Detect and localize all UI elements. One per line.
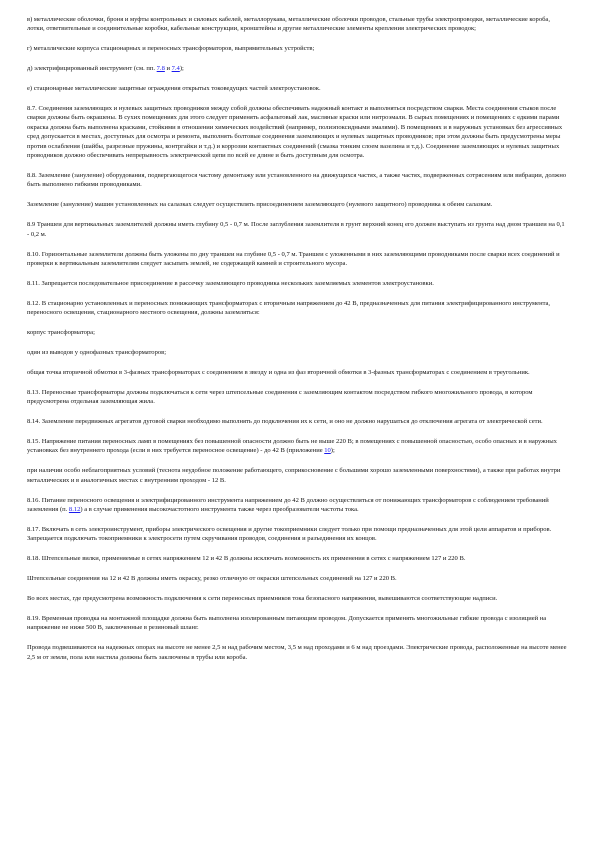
paragraph-v: в) металлические оболочки, броня и муфты контрольных и силовых кабелей, металлорукава, металлические оболочки проводов, стальные трубы электропроводки, металлические короба, лотки, ответвительные и соединительные коробки, кабельные конструкции, кронштейны и другие металлические элементы крепления электрических проводок;	[27, 16, 550, 33]
paragraph-d-text-mid: и	[164, 65, 172, 73]
paragraph-8-17: 8.17. Включать в сеть электроинструмент, приборы электрического освещения и другие токоприемники следует только при помощи предназначенных для этой цели аппаратов и приборов. Запрещается подключать токоприемники к электросети путем скручивания проводов, соединения и разъединения их концов.	[27, 525, 552, 543]
paragraph-8-13: 8.13. Переносные трансформаторы должны подключаться к сети через штепсельные соединения с заземляющим контактом посредством гибкого многожильного провода, в котором предусмотрена отдельная заземляющая жила.	[27, 388, 533, 406]
paragraph-8-15-note: при наличии особо неблагоприятных условий (теснота неудобное положение работающего, соприкосновение с большими хорошо заземленными поверхностями), а также при работах внутри металлических и в аналогичных местах с внутренним проходом - 12 В.	[27, 467, 561, 484]
paragraph-8-15-text-start: 8.15. Напряжение питания переносных ламп в помещениях без повышенной опасности должно быть не выше 220 В; в помещениях с повышенной опасностью, особо опасных и в наружных установках без внутреннего прохода (если в них требуется переносное освещение) - до 42 В (приложение	[27, 437, 557, 455]
paragraph-8-19: 8.19. Временная проводка на монтажной площадке должна быть выполнена изолированным питающим проводом. Допускается применять многожильные гибкие провода с изоляцией на напряжение не ниже 500 В, заключенные в резиновый шланг.	[27, 614, 547, 632]
paragraph-g: г) металлические корпуса стационарных и переносных трансформаторов, выпрямительных устройств;	[27, 45, 315, 53]
paragraph-8-8-note: Заземление (зануление) машин установленных на салазках следует осуществлять присоединением заземляющего (нулевого защитного) проводника к обеим салазкам.	[27, 201, 493, 209]
paragraph-8-16-text-start: 8.16. Питание переносного освещения и электрифицированного инструмента напряжением до 42 В должно осуществляться от понижающих трансформаторов с соблюдением требований заземления (п.	[27, 496, 549, 513]
paragraph-8-15-text-end: );	[330, 447, 335, 455]
paragraph-8-16	[27, 496, 568, 515]
paragraph-8-12-item-3: общая точка вторичной обмотки в 3-фазных трансформаторах с соединением в звезду и одна из фаз вторичной обмотки в 3-фазных трансформаторах с соединением в треугольник.	[27, 368, 530, 376]
paragraph-8-11: 8.11. Запрещается последовательное присоединение в рассечку заземляющего проводника нескольких заземляемых элементов электроустановки.	[27, 279, 434, 287]
reference-link-appendix-10[interactable]: 10	[324, 447, 331, 455]
paragraph-8-12: 8.12. В стационарно установленных и переносных понижающих трансформаторах с вторичным напряжением до 42 В, предназначенных для питания электрифицированного инструмента, переносного освещения, стационарного местного освещения, должны заземляться:	[27, 299, 551, 317]
paragraph-d-text-start: д) электрифицированный инструмент (см. пп.	[27, 65, 157, 73]
paragraph-8-18-note-2: Во всех местах, где предусмотрена возможность подключения к сети переносных приемников тока безопасного напряжения, вывешиваются соответствующие надписи.	[27, 595, 498, 603]
paragraph-8-12-item-1: корпус трансформатора;	[27, 329, 95, 337]
paragraph-d	[27, 64, 568, 73]
reference-link-7-4[interactable]: 7.4	[171, 65, 180, 73]
paragraph-8-8: 8.8. Заземление (зануление) оборудования, подвергающегося частому демонтажу или установленного на движущихся частях, а также частях, подверженных сотрясениям или вибрации, должно быть выполнено гибкими проводниками.	[27, 171, 567, 189]
paragraph-8-15	[27, 437, 568, 456]
paragraph-8-9: 8.9 Траншеи для вертикальных заземлителей должны иметь глубину 0,5 - 0,7 м. После заглубления заземлителя в грунт верхний конец его должен выступать из грунта над дном траншеи на 0,1 - 0,2 м.	[27, 221, 565, 238]
paragraph-8-10: 8.10. Горизонтальные заземлители должны быть уложены по дну траншеи на глубине 0,5 - 0,7 м. Траншеи с уложенными в них заземляющими проводниками после сварки всех соединений и проверки к вертикальным заземлителям следует засыпать землей, не содержащей камней и строительного мусора.	[27, 250, 560, 267]
paragraph-8-18: 8.18. Штепсельные вилки, применяемые в сетях напряжением 12 и 42 В должны исключать возможность их применения в сетях с напряжением 127 и 220 В.	[27, 555, 466, 563]
paragraph-8-18-note-1: Штепсельные соединения на 12 и 42 В должны иметь окраску, резко отличную от окраски штепсельных соединений на 127 и 220 В.	[27, 575, 397, 583]
paragraph-d-text-end: );	[179, 65, 184, 73]
reference-link-8-12[interactable]: 8.12	[68, 506, 81, 513]
paragraph-8-14: 8.14. Заземление передвижных агрегатов дуговой сварки необходимо выполнять до подключения их к сети, и оно не должно нарушаться до отключения агрегата от электрической сети.	[27, 418, 543, 426]
paragraph-8-16-text-end: ) а в случае применения высокочастотного инструмента также через преобразователи частоты тока.	[80, 506, 359, 513]
paragraph-8-12-item-2: один из выводов у однофазных трансформаторов;	[27, 348, 167, 356]
reference-link-7-8[interactable]: 7.8	[156, 65, 165, 73]
paragraph-8-19-note: Провода подвешиваются на надежных опорах на высоте не менее 2,5 м над рабочим местом, 3,5 м над проходами и 6 м над проездами. Электрические провода, расположенные на высоте менее 2,5 м от земли, пола или настила должны быть заключены в трубы или короба.	[27, 644, 567, 661]
paragraph-8-7: 8.7. Соединения заземляющих и нулевых защитных проводников между собой должны обеспечивать надежный контакт и выполняться посредством сварки. Места соединения стыков после сварки должны быть окрашены. В сухих помещениях для этого следует применять асфальтовый лак, масляные краски или нитроэмали. В сырых помещениях и помещениях с едкими парами окраска должна быть выполнена красками, стойкими в отношении химических воздействий (например, полиэпоксидными эмалями). В помещениях и в наружных установках без агрессивных сред допускается в местах, доступных для осмотра и ремонта, выполнять болтовые соединения заземляющих и нулевых защитных проводников; при этом должны быть предусмотрены меры против ослабления (шайбы, разрезные пружины, контргайки и т.д.) и коррозии контактных соединений (смазка тонким слоем вазелина и т.д.). Соединение заземляющих и нулевых защитных проводников должно обеспечивать непрерывность электрической цепи по всей ее длине и быть доступным для осмотра.	[27, 105, 563, 160]
paragraph-e: е) стационарные металлические защитные ограждения открытых токоведущих частей электроустановок.	[27, 85, 321, 93]
